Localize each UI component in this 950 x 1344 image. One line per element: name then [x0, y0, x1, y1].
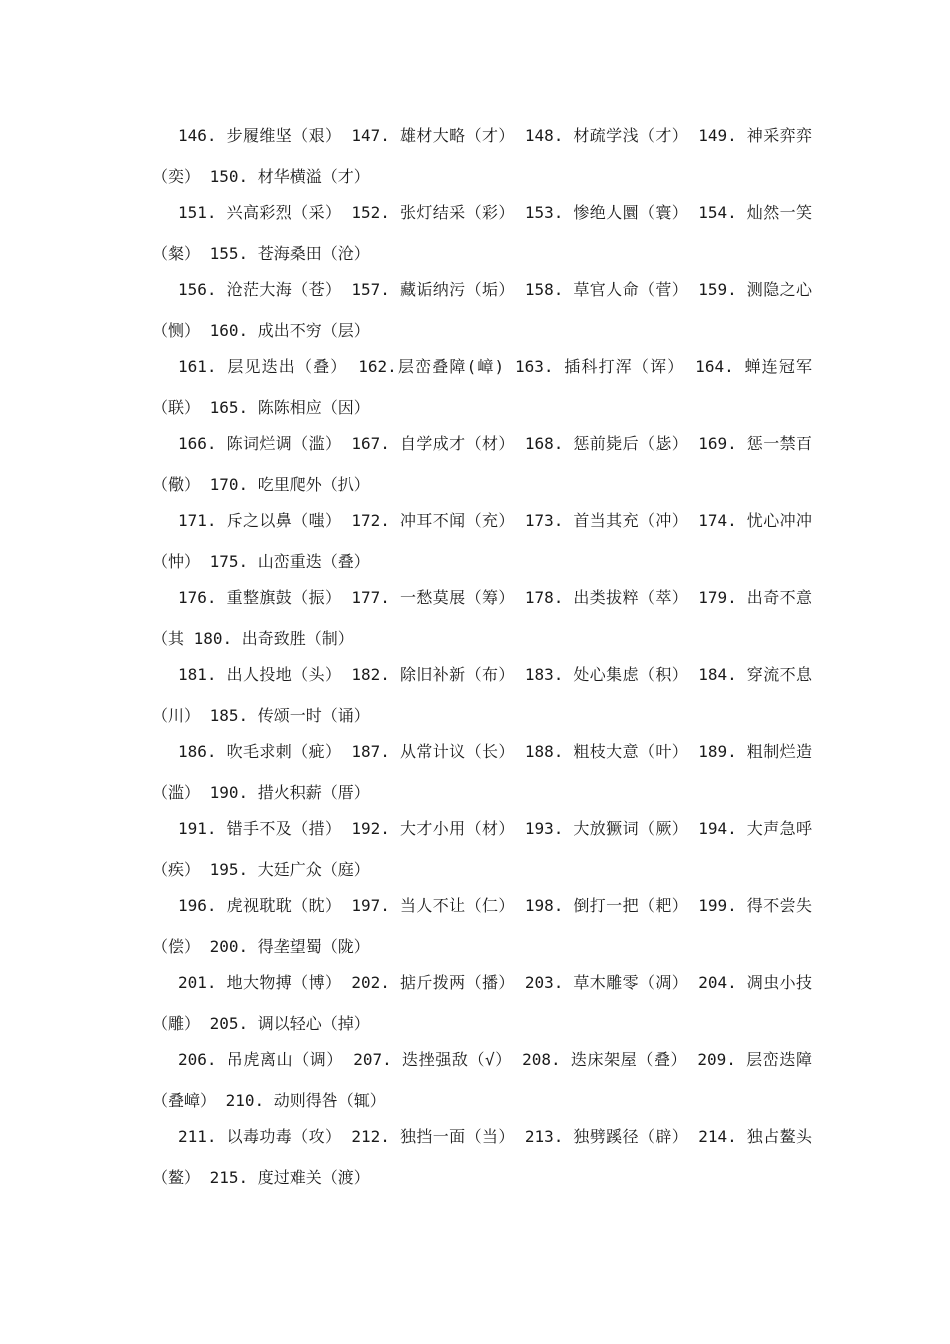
paragraph-line-continuation: （儆） 170. 吃里爬外（扒） — [152, 475, 370, 494]
paragraph-line-continuation: （忡） 175. 山峦重迭（叠） — [152, 552, 370, 571]
paragraph-line-first: 206. 吊虎离山（调） 207. 迭挫强敌（√） 208. 迭床架屋（叠） 209. 层峦迭障 — [178, 1050, 812, 1069]
paragraph-line-continuation: （疾） 195. 大廷广众（庭） — [152, 860, 370, 879]
paragraph-line-first: 181. 出人投地（头） 182. 除旧补新（布） 183. 处心集虑（积） 184. 穿流不息 — [178, 665, 812, 684]
paragraph-line-continuation: （雕） 205. 调以轻心（掉） — [152, 1014, 370, 1033]
paragraph-line-first: 191. 错手不及（措） 192. 大才小用（材） 193. 大放獗词（厥） 194. 大声急呼 — [178, 819, 812, 838]
paragraph-line-continuation: （联） 165. 陈陈相应（因） — [152, 398, 370, 417]
paragraph-line-continuation: （粲） 155. 苍海桑田（沧） — [152, 244, 370, 263]
paragraph-line-first: 166. 陈词烂调（滥） 167. 自学成才（材） 168. 惩前毙后（毖） 169. 惩一禁百 — [178, 434, 812, 453]
paragraph-line-continuation: （叠嶂） 210. 动则得咎（辄） — [152, 1091, 386, 1110]
paragraph-line-first: 186. 吹毛求刺（疵） 187. 从常计议（长） 188. 粗枝大意（叶） 189. 粗制烂造 — [178, 742, 812, 761]
paragraph-line-first: 161. 层见迭出（叠） 162.层峦叠障(嶂) 163. 插科打浑（诨） 164. 蝉连冠军 — [178, 357, 812, 376]
paragraph-line-continuation: （滥） 190. 措火积薪（厝） — [152, 783, 370, 802]
paragraph-line-first: 156. 沧茫大海（苍） 157. 藏诟纳污（垢） 158. 草官人命（菅） 159. 测隐之心 — [178, 280, 812, 299]
paragraph-line-first: 176. 重整旗鼓（振） 177. 一愁莫展（筹） 178. 出类拔粹（萃） 179. 出奇不意 — [178, 588, 812, 607]
paragraph-line-first: 146. 步履维坚（艰） 147. 雄材大略（才） 148. 材疏学浅（才） 149. 神采弈弈 — [178, 126, 812, 145]
paragraph-line-first: 201. 地大物搏（博） 202. 掂斤拨两（播） 203. 草木雕零（凋） 204. 凋虫小技 — [178, 973, 812, 992]
paragraph-line-continuation: （川） 185. 传颂一时（诵） — [152, 706, 370, 725]
paragraph-line-first: 171. 斥之以鼻（嗤） 172. 冲耳不闻（充） 173. 首当其充（冲） 174. 忧心冲冲 — [178, 511, 812, 530]
paragraph-line-first: 151. 兴高彩烈（采） 152. 张灯结采（彩） 153. 惨绝人圜（寰） 154. 灿然一笑 — [178, 203, 812, 222]
paragraph-line-continuation: （偿） 200. 得垄望蜀（陇） — [152, 937, 370, 956]
paragraph-line-first: 196. 虎视耽耽（眈） 197. 当人不让（仁） 198. 倒打一把（耙） 199. 得不尝失 — [178, 896, 812, 915]
paragraph-line-first: 211. 以毒功毒（攻） 212. 独挡一面（当） 213. 独劈蹊径（辟） 214. 独占鳌头 — [178, 1127, 812, 1146]
paragraph-line-continuation: （鳌） 215. 度过难关（渡） — [152, 1168, 370, 1187]
paragraph-line-continuation: （其 180. 出奇致胜（制） — [152, 629, 354, 648]
paragraph-line-continuation: （奕） 150. 材华横溢（才） — [152, 167, 370, 186]
paragraph-line-continuation: （恻） 160. 成出不穷（层） — [152, 321, 370, 340]
